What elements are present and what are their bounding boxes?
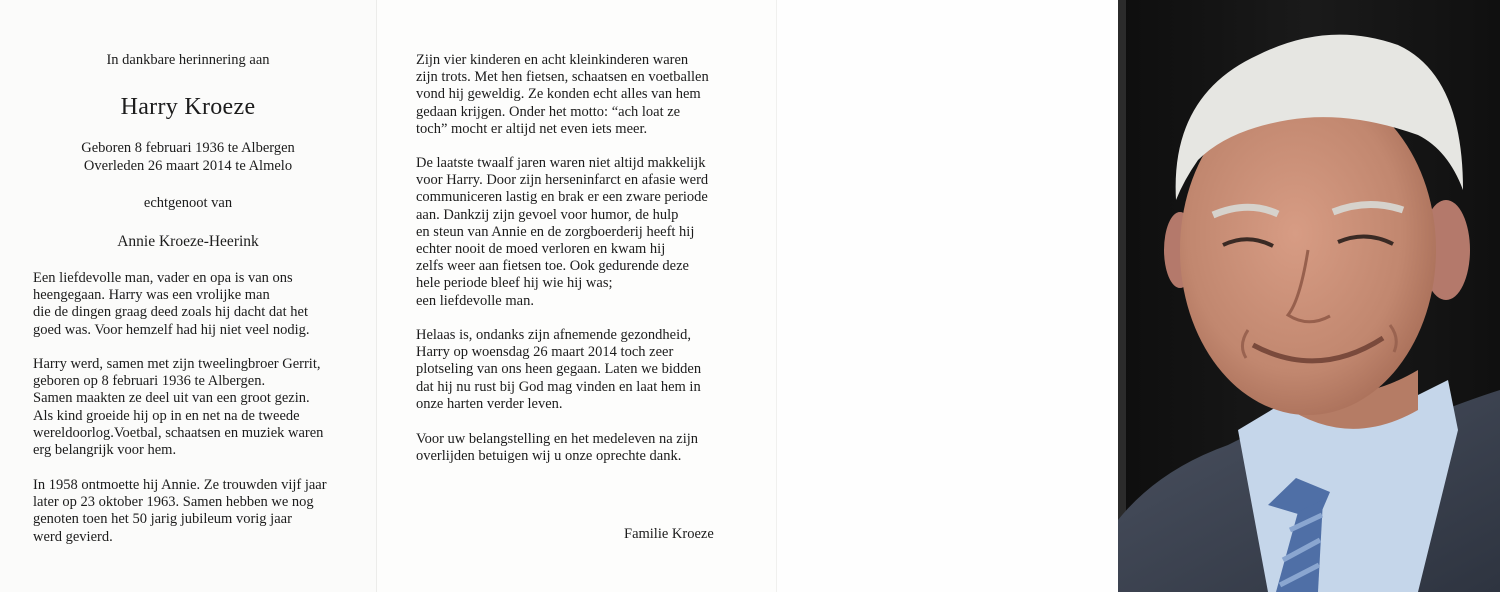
deceased-name: Harry Kroeze	[120, 94, 256, 120]
left-paragraph-3	[33, 477, 327, 546]
signature: Familie Kroeze	[624, 526, 714, 542]
spouse-label: echtgenoot van	[143, 195, 233, 211]
spouse-name: Annie Kroeze-Heerink	[117, 233, 259, 250]
text-line: Voor uw belangstelling en het medeleven na zijn	[416, 431, 698, 447]
text-line: die de dingen graag deed zoals hij dacht dat het	[33, 304, 308, 321]
text-line: geboren op 8 februari 1936 te Albergen.	[33, 373, 266, 390]
text-line: Harry op woensdag 26 maart 2014 toch zeer	[416, 344, 674, 361]
left-paragraph-2	[33, 356, 323, 459]
text-line: communiceren lastig en brak er een zware periode	[416, 189, 708, 206]
text-line: voor Harry. Door zijn herseninfarct en afasie werd	[416, 172, 709, 189]
text-line: Helaas is, ondanks zijn afnemende gezondheid,	[416, 327, 692, 343]
birth-line: Geboren 8 februari 1936 te Albergen	[81, 140, 295, 156]
intro-text: In dankbare herinnering aan	[106, 52, 270, 68]
card-panel-blank	[776, 0, 1119, 592]
text-line: Een liefdevolle man, vader en opa is van ons	[33, 270, 293, 286]
text-line: dat hij nu rust bij God mag vinden en laat hem in	[416, 378, 701, 395]
text-line: Zijn vier kinderen en acht kleinkinderen waren	[416, 52, 689, 68]
text-line: wereldoorlog.Voetbal, schaatsen en muziek waren	[33, 424, 324, 441]
text-line: hele periode bleef hij wie hij was;	[416, 275, 613, 292]
card-panel-middle	[376, 0, 777, 592]
text-line: aan. Dankzij zijn gevoel voor humor, de hulp	[416, 206, 679, 223]
text-line: gedaan krijgen. Onder het motto: “ach loat ze	[416, 103, 681, 120]
text-line: heengegaan. Harry was een vrolijke man	[33, 287, 270, 304]
text-line: Samen maakten ze deel uit van een groot gezin.	[33, 390, 310, 407]
photo-edge	[1118, 0, 1126, 592]
text-line: plotseling van ons heen gegaan. Laten we bidden	[416, 361, 702, 378]
text-line: zijn trots. Met hen fietsen, schaatsen en voetballen	[416, 69, 709, 86]
text-line: Harry werd, samen met zijn tweelingbroer Gerrit,	[33, 356, 321, 372]
text-line: echter nooit de moed verloren en kwam hij	[416, 241, 666, 258]
text-line: In 1958 ontmoette hij Annie. Ze trouwden vijf jaar	[33, 477, 327, 493]
portrait-photo-icon	[1118, 0, 1500, 592]
text-line: vond hij geweldig. Ze konden echt alles van hem	[416, 86, 701, 103]
text-line: toch” mocht er altijd net even iets meer.	[416, 120, 648, 137]
text-line: een liefdevolle man.	[416, 292, 534, 309]
mid-paragraph-4	[416, 431, 698, 465]
mid-paragraph-1	[416, 52, 709, 138]
text-line: en steun van Annie en de zorgboerderij heeft hij	[416, 223, 695, 240]
text-line: goed was. Voor hemzelf had hij niet veel nodig.	[33, 321, 310, 338]
death-line: Overleden 26 maart 2014 te Almelo	[83, 158, 293, 174]
text-line: overlijden betuigen wij u onze oprechte dank.	[416, 448, 682, 465]
text-line: zelfs weer aan fietsen toe. Ook gedurende deze	[416, 258, 689, 275]
portrait-photo	[1118, 0, 1500, 592]
text-line: Als kind groeide hij op in en net na de tweede	[33, 407, 300, 424]
card-panel-left	[0, 0, 376, 592]
text-line: genoten toen het 50 jarig jubileum vorig jaar	[33, 511, 292, 528]
text-line: onze harten verder leven.	[416, 395, 563, 412]
left-paragraph-1	[33, 270, 310, 339]
text-line: erg belangrijk voor hem.	[33, 442, 177, 459]
text-line: De laatste twaalf jaren waren niet altijd makkelijk	[416, 155, 706, 171]
mid-paragraph-3	[416, 327, 701, 413]
text-line: werd gevierd.	[33, 528, 113, 545]
mid-paragraph-2	[416, 155, 708, 310]
text-line: later op 23 oktober 1963. Samen hebben we nog	[33, 494, 314, 511]
